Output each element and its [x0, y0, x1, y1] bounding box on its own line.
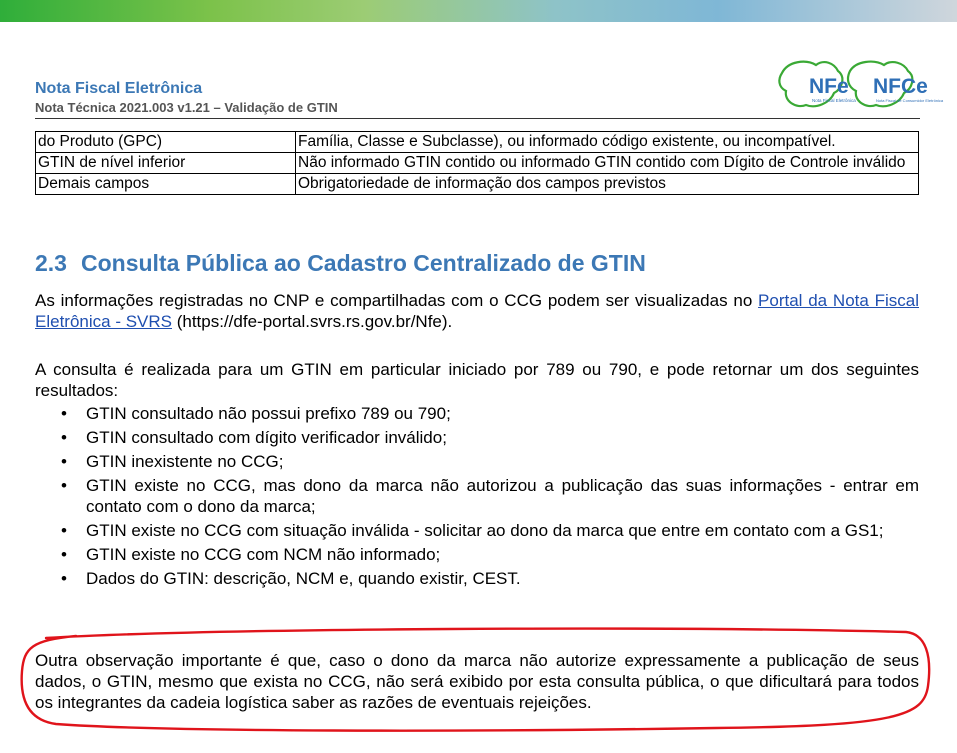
header-subtitle: Nota Técnica 2021.003 v1.21 – Validação de GTIN [35, 100, 338, 115]
list-item-text: Dados do GTIN: descrição, NCM e, quando existir, CEST. [86, 569, 521, 588]
section-heading [35, 250, 646, 277]
bullet-icon: • [61, 545, 67, 564]
header-title: Nota Fiscal Eletrônica [35, 80, 203, 97]
table-row [36, 153, 919, 174]
paragraph-observacao: Outra observação importante é que, caso o dono da marca não autorize expressamente a publicação de seus dados, o GTIN, mesmo que exista no CCG, não será exibido por esta consulta pública, o que dificultará para todos os integrantes da cadeia logística saber as razões de eventuais rejeições. [35, 651, 919, 712]
list-item [35, 403, 919, 424]
paragraph-portal [35, 290, 919, 332]
table-cell-description: Obrigatoriedade de informação dos campos previstos [296, 174, 919, 195]
table-cell-description: Família, Classe e Subclasse), ou informado código existente, ou incompatível. [296, 132, 919, 153]
nfe-logo-caption: Nota Fiscal Eletrônica [812, 98, 856, 103]
top-gradient-bar [0, 0, 957, 22]
list-item-text: GTIN inexistente no CCG; [86, 452, 284, 471]
list-item [35, 568, 919, 589]
table-cell-description: Não informado GTIN contido ou informado GTIN contido com Dígito de Controle inválido [296, 153, 919, 174]
nfe-logo-text: NFe [809, 75, 849, 98]
section-number: 2.3 [35, 250, 67, 276]
table-row [36, 174, 919, 195]
section-title: Consulta Pública ao Cadastro Centralizado de GTIN [80, 250, 646, 276]
portal-url-text: (https://dfe-portal.svrs.rs.gov.br/Nfe). [172, 312, 453, 331]
bullet-icon: • [61, 521, 67, 540]
list-item-text: GTIN consultado não possui prefixo 789 ou 790; [86, 404, 451, 423]
list-item-text: GTIN existe no CCG, mas dono da marca não autorizou a publicação das suas informações - entrar em contato com o dono da marca; [86, 476, 919, 516]
list-item [35, 544, 919, 565]
bullet-icon: • [61, 452, 67, 471]
nfe-nfce-logo [776, 55, 944, 115]
list-item [35, 451, 919, 472]
bullet-icon: • [61, 569, 67, 588]
bullet-icon: • [61, 428, 67, 447]
portal-link[interactable]: Portal da Nota Fiscal Eletrônica - SVRS [35, 291, 919, 331]
nfce-logo-caption: Nota Fiscal de Consumidor Eletrônica [876, 98, 944, 103]
list-item-text: GTIN existe no CCG com situação inválida - solicitar ao dono da marca que entre em contato com a GS1; [86, 521, 884, 540]
paragraph-portal-text: As informações registradas no CNP e compartilhadas com o CCG podem ser visualizadas no [35, 291, 759, 310]
header-divider [35, 118, 920, 119]
list-item [35, 520, 919, 541]
bullet-icon: • [61, 476, 67, 495]
list-item [35, 427, 919, 448]
table-row [36, 132, 919, 153]
nfce-logo-text: NFCe [873, 75, 928, 98]
list-item [35, 475, 919, 517]
list-item-text: GTIN consultado com dígito verificador inválido; [86, 428, 447, 447]
table-cell-field: do Produto (GPC) [36, 132, 296, 153]
paragraph-consulta: A consulta é realizada para um GTIN em particular iniciado por 789 ou 790, e pode retornar um dos seguintes resultados: [35, 360, 919, 400]
results-list [35, 403, 919, 592]
list-item-text: GTIN existe no CCG com NCM não informado; [86, 545, 441, 564]
table-cell-field: GTIN de nível inferior [36, 153, 296, 174]
bullet-icon: • [61, 404, 67, 423]
gtin-rules-table [35, 131, 919, 195]
table-cell-field: Demais campos [36, 174, 296, 195]
